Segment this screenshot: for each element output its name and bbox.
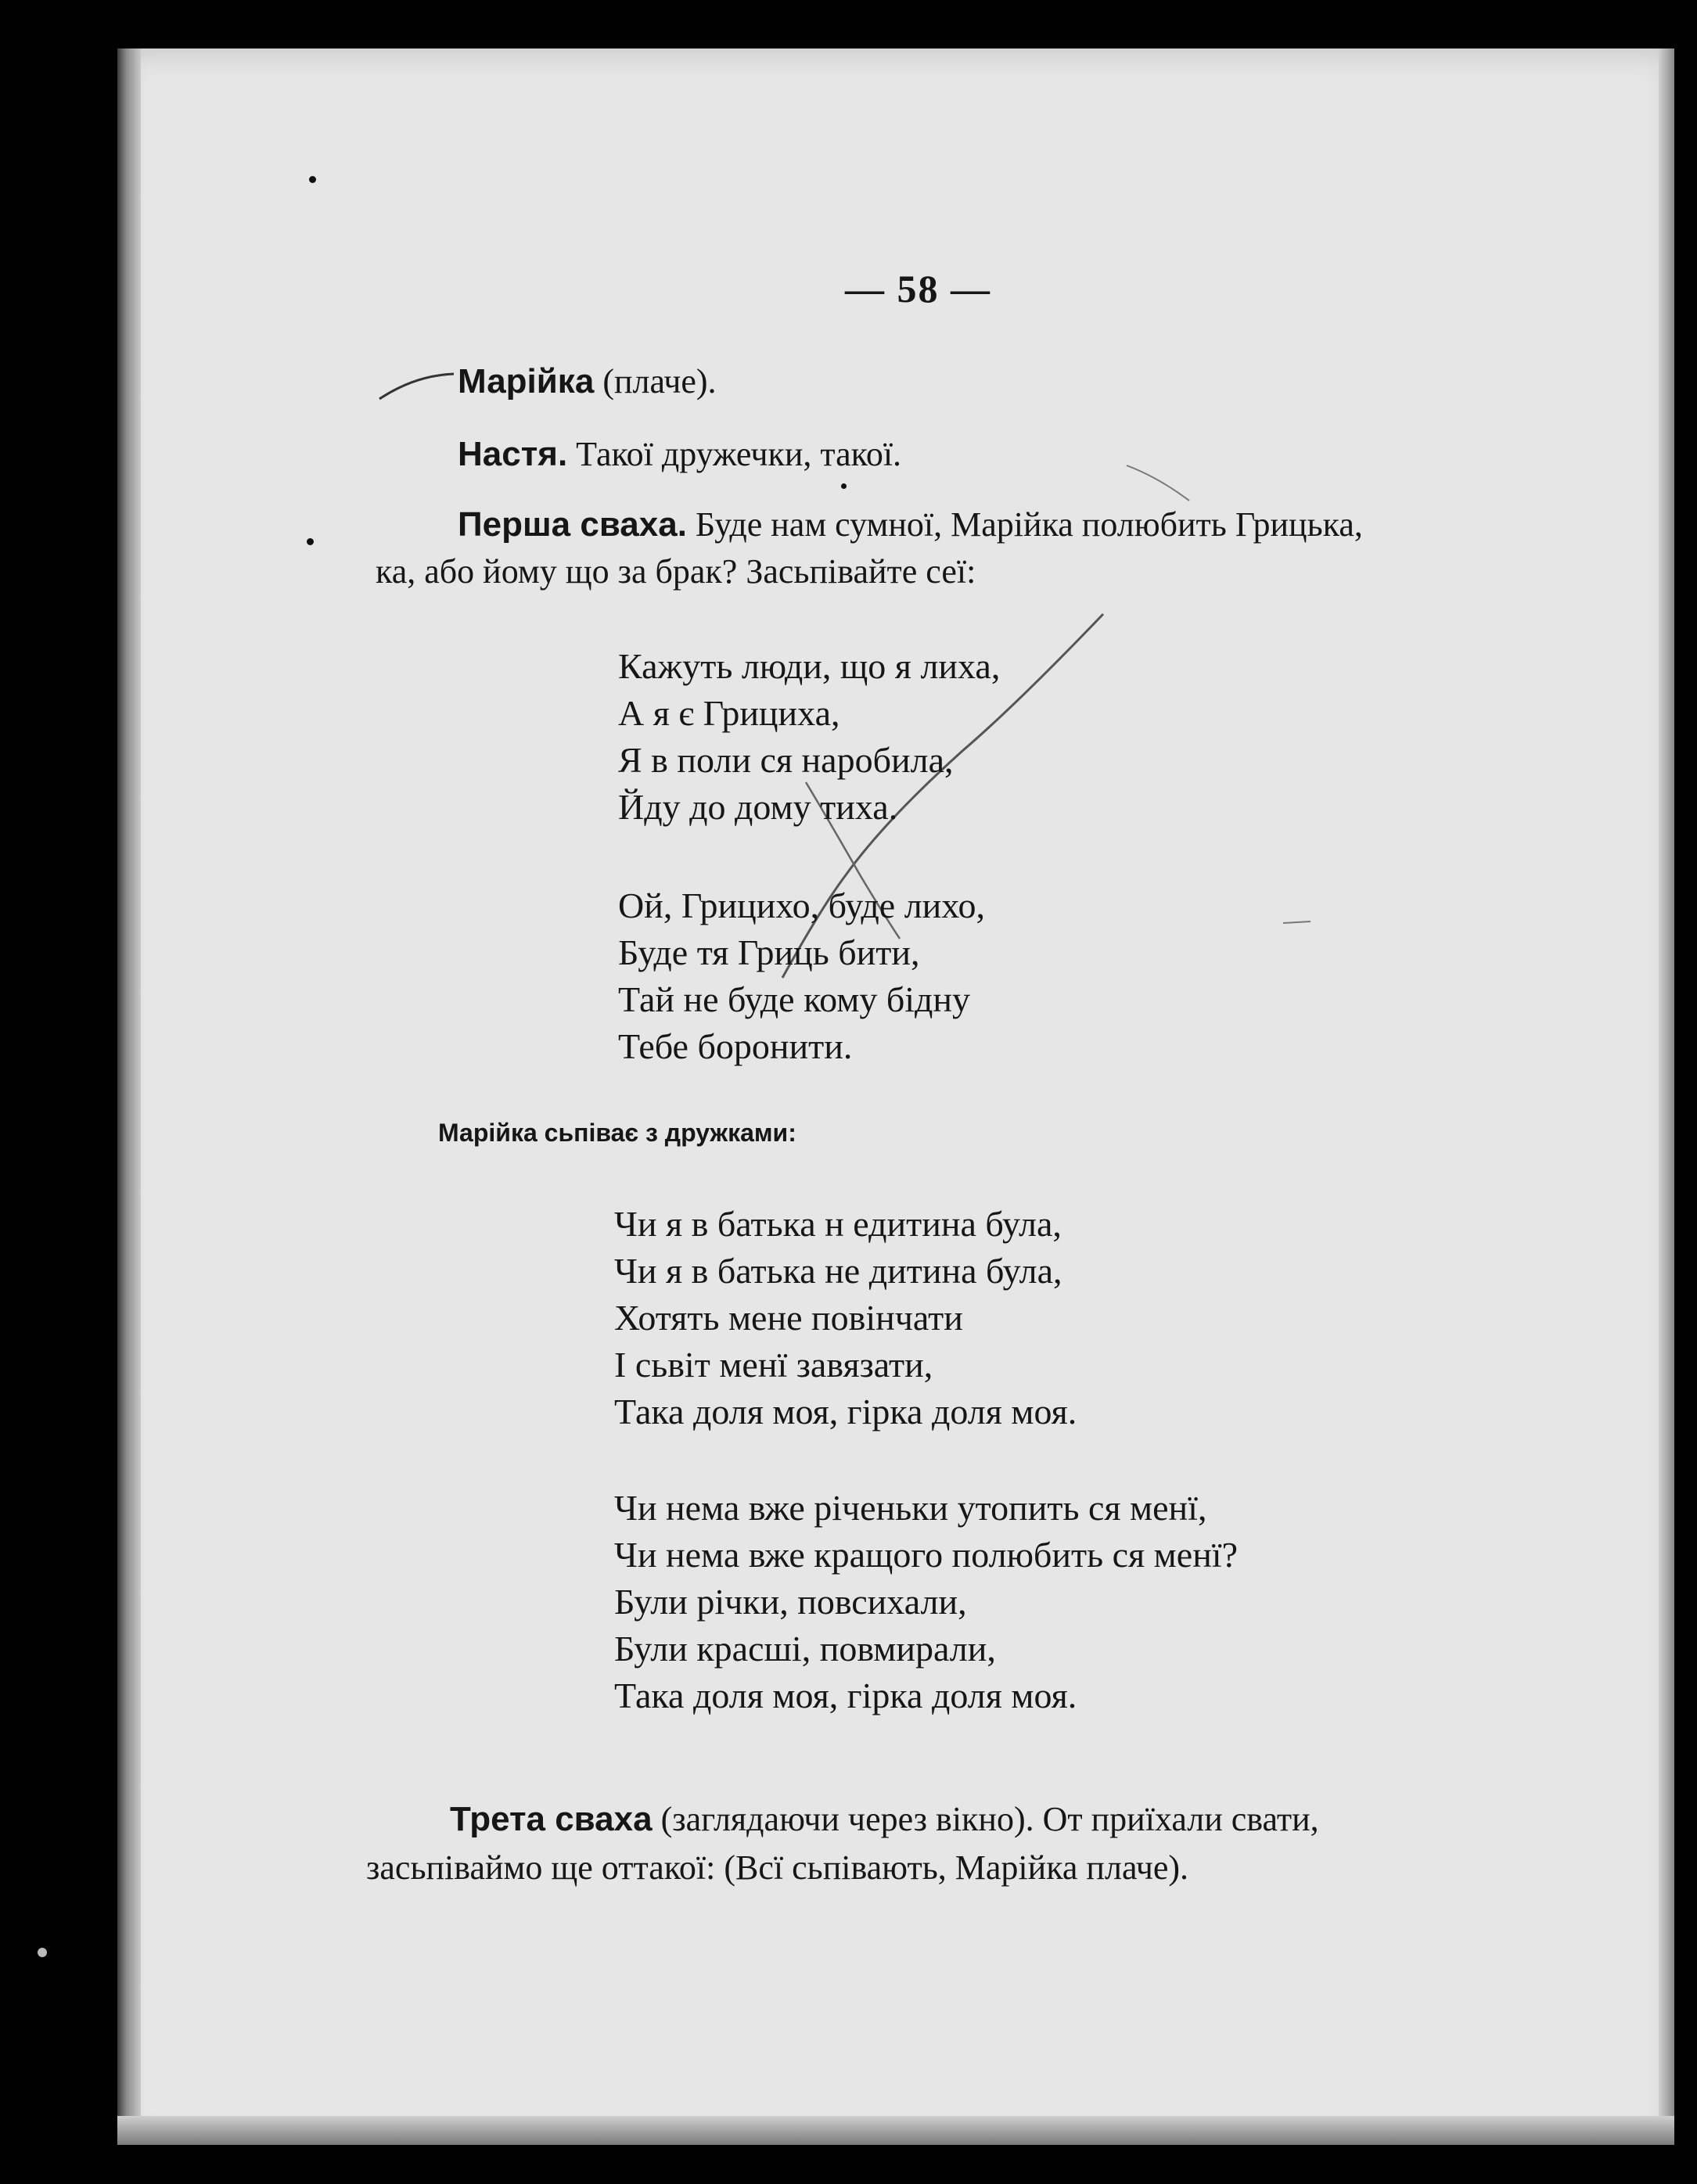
verse-line: Тай не буде кому бідну bbox=[618, 979, 971, 1019]
dialogue-text: ка, або йому що за брак? Засьпівайте сеї: bbox=[376, 552, 976, 591]
dialogue-line bbox=[458, 361, 717, 401]
dialogue-text: засьпіваймо ще оттакої: (Всї сьпівають, Марійка плаче). bbox=[366, 1848, 1189, 1887]
verse-line: Така доля моя, гірка доля моя. bbox=[614, 1392, 1077, 1431]
stage-direction bbox=[438, 1119, 796, 1148]
song1-stanza bbox=[618, 643, 1000, 831]
ink-dot bbox=[38, 1948, 47, 1957]
verse-line: І сьвіт менї завязати, bbox=[614, 1345, 933, 1385]
verse-line: Чи нема вже річеньки утопить ся менї, bbox=[614, 1488, 1207, 1528]
verse-line: А я є Грициха, bbox=[618, 693, 840, 733]
verse-line: Були красші, повмирали, bbox=[614, 1629, 996, 1669]
dialogue-text: (плаче). bbox=[594, 362, 717, 401]
verse-line: Кажуть люди, що я лиха, bbox=[618, 646, 1001, 686]
dialogue-text: Такої дружечки, такої. bbox=[567, 435, 902, 473]
verse-line: Я в поли ся наробила, bbox=[618, 740, 954, 780]
verse-line: Тебе боронити. bbox=[618, 1026, 853, 1066]
dialogue-line bbox=[450, 1799, 1319, 1839]
page-number: — 58 — bbox=[845, 267, 991, 311]
dialogue-text: (заглядаючи через вікно). От приїхали свати, bbox=[652, 1800, 1319, 1838]
speaker-name: Марійка bbox=[458, 362, 595, 401]
speaker-name: Перша сваха. bbox=[458, 505, 687, 544]
dialogue-text: Буде нам сумної, Марійка полюбить Грицька, bbox=[686, 505, 1363, 544]
song2-stanza bbox=[614, 1201, 1077, 1435]
dialogue-line bbox=[376, 551, 976, 591]
verse-line: Йду до дому тиха. bbox=[618, 787, 898, 827]
verse-line: Буде тя Гриць бити, bbox=[618, 932, 920, 972]
verse-line: Були річки, повсихали, bbox=[614, 1582, 967, 1622]
verse-line: Чи я в батька н едитина була, bbox=[614, 1204, 1062, 1244]
dialogue-line bbox=[458, 505, 1363, 544]
song2-stanza bbox=[614, 1485, 1238, 1719]
verse-line: Чи я в батька не дитина була, bbox=[614, 1251, 1062, 1291]
dialogue-line bbox=[366, 1848, 1188, 1888]
speaker-name: Настя. bbox=[458, 435, 568, 473]
verse-line: Чи нема вже кращого полюбить ся менї? bbox=[614, 1535, 1239, 1575]
verse-line: Така доля моя, гірка доля моя. bbox=[614, 1676, 1077, 1715]
ink-dot bbox=[841, 483, 847, 489]
dialogue-line bbox=[458, 434, 901, 474]
speaker-name: Трета сваха bbox=[450, 1800, 653, 1838]
verse-line: Хотять мене повінчати bbox=[614, 1298, 963, 1338]
song1-stanza bbox=[618, 882, 985, 1070]
verse-line: Ой, Грицихо, буде лихо, bbox=[618, 885, 986, 925]
ink-dot bbox=[309, 176, 316, 183]
stage-direction-text: сьпіває з дружками: bbox=[537, 1119, 796, 1147]
speaker-name: Марійка bbox=[438, 1119, 538, 1147]
ink-dot bbox=[307, 538, 314, 545]
